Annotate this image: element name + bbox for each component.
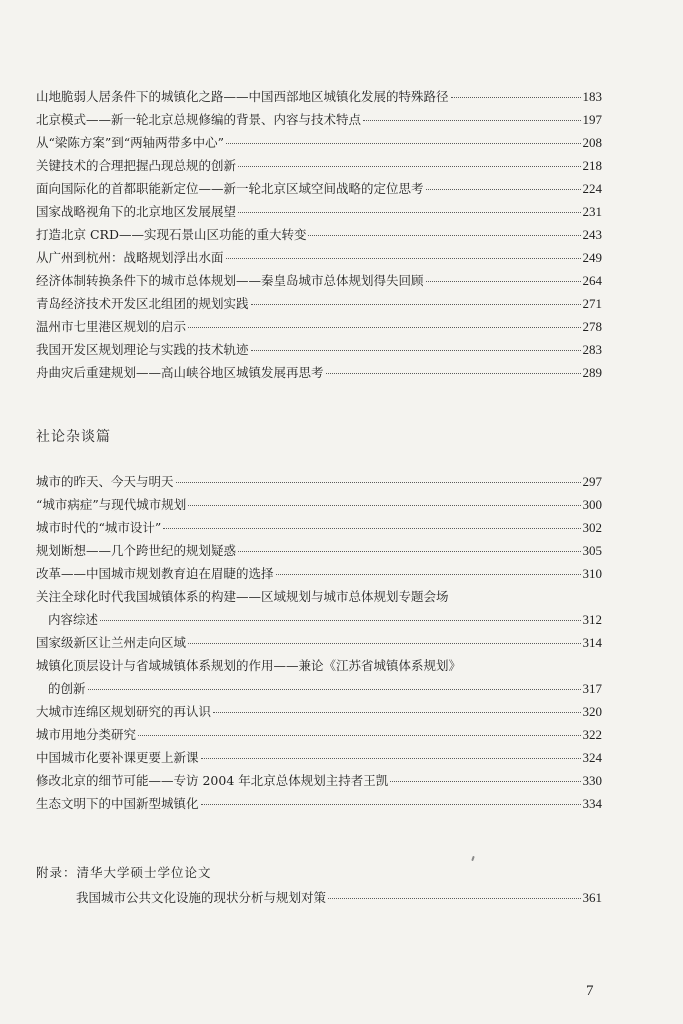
dot-leader — [238, 212, 580, 213]
dot-leader — [226, 143, 580, 144]
toc-entry-page: 334 — [582, 796, 602, 811]
toc-entry-title: 我国开发区规划理论与实践的技术轨迹 — [36, 342, 249, 357]
appendix-title: 我国城市公共文化设施的现状分析与规划对策 — [76, 890, 327, 905]
dot-leader — [363, 120, 580, 121]
toc-entry-title: 城市时代的“城市设计” — [36, 520, 162, 535]
toc-entry-title: 国家级新区让兰州走向区域 — [36, 635, 187, 650]
dot-leader — [426, 281, 581, 282]
dot-leader — [251, 350, 581, 351]
toc-entry-title: 经济体制转换条件下的城市总体规划——秦皇岛城市总体规划得失回顾 — [36, 273, 424, 288]
dot-leader — [213, 712, 580, 713]
appendix-page: 361 — [582, 890, 602, 905]
toc-entry-page: 310 — [582, 566, 602, 581]
dot-leader — [88, 689, 581, 690]
toc-entry-page: 317 — [582, 681, 602, 696]
toc-entry-title: 规划断想——几个跨世纪的规划疑惑 — [36, 543, 237, 558]
toc-entry-title: 城市的昨天、今天与明天 — [36, 474, 174, 489]
dot-leader — [328, 898, 580, 899]
toc-entry-title: 青岛经济技术开发区北组团的规划实践 — [36, 296, 249, 311]
dot-leader — [251, 304, 581, 305]
appendix-entry — [36, 886, 602, 909]
dot-leader — [201, 804, 581, 805]
toc-entry-page: 264 — [582, 273, 602, 288]
toc-entry-page: 330 — [582, 773, 602, 788]
toc-entry-title: 从“梁陈方案”到“两轴两带多中心” — [36, 135, 225, 150]
toc-entry-page: 271 — [582, 296, 602, 311]
toc-entry — [36, 338, 602, 361]
toc-entry-page: 278 — [582, 319, 602, 334]
appendix-label: 附录：清华大学硕士学位论文 — [36, 865, 212, 880]
dot-leader — [276, 574, 581, 575]
toc-entry-title: 关键技术的合理把握凸现总规的创新 — [36, 158, 237, 173]
dot-leader — [451, 97, 581, 98]
toc-entry-page: 243 — [582, 227, 602, 242]
toc-entry-title: 大城市连绵区规划研究的再认识 — [36, 704, 212, 719]
toc-entry-title: 舟曲灾后重建规划——高山峡谷地区城镇发展再思考 — [36, 365, 324, 380]
toc-entry-title: 从广州到杭州：战略规划浮出水面 — [36, 250, 224, 265]
toc-entry-page: 218 — [582, 158, 602, 173]
toc-entry-title: 修改北京的细节可能——专访 2004 年北京总体规划主持者王凯 — [36, 773, 389, 788]
toc-entry — [36, 292, 602, 315]
toc-entry-page: 312 — [582, 612, 602, 627]
toc-entry — [36, 516, 602, 539]
toc-entry-title: 城市用地分类研究 — [36, 727, 137, 742]
toc-entry-page: 314 — [582, 635, 602, 650]
toc-entry-title: 改革——中国城市规划教育迫在眉睫的选择 — [36, 566, 274, 581]
toc-entry-title: 的创新 — [48, 681, 86, 696]
toc-list-section — [36, 470, 602, 815]
toc-entry-title: 中国城市化要补课更要上新课 — [36, 750, 199, 765]
toc-entry — [36, 200, 602, 223]
appendix — [36, 861, 602, 909]
toc-entry-title-line1: 城镇化顶层设计与省域城镇体系规划的作用——兼论《江苏省城镇体系规划》 — [36, 658, 462, 673]
toc-entry-page: 208 — [582, 135, 602, 150]
toc-entry-page: 322 — [582, 727, 602, 742]
toc-entry-title: 生态文明下的中国新型城镇化 — [36, 796, 199, 811]
toc-entry-page: 324 — [582, 750, 602, 765]
toc-entry-multiline — [36, 585, 602, 631]
toc-entry — [36, 539, 602, 562]
toc-entry — [36, 493, 602, 516]
toc-entry-title: 北京模式——新一轮北京总规修编的背景、内容与技术特点 — [36, 112, 362, 127]
dot-leader — [326, 373, 581, 374]
toc-entry — [36, 154, 602, 177]
toc-entry-page: 320 — [582, 704, 602, 719]
dot-leader — [238, 166, 580, 167]
toc-entry — [36, 562, 602, 585]
toc-entry-title: “城市病症”与现代城市规划 — [36, 497, 187, 512]
toc-entry — [36, 223, 602, 246]
toc-entry — [36, 631, 602, 654]
toc-entry — [36, 108, 602, 131]
toc-entry-page: 197 — [582, 112, 602, 127]
toc-entry-page: 302 — [582, 520, 602, 535]
dot-leader — [176, 482, 581, 483]
toc-entry — [36, 85, 602, 108]
toc-entry-page: 183 — [582, 89, 602, 104]
toc-entry — [36, 361, 602, 384]
dot-leader — [308, 235, 580, 236]
dot-leader — [163, 528, 580, 529]
toc-entry-page: 231 — [582, 204, 602, 219]
dot-leader — [188, 643, 580, 644]
dot-leader — [238, 551, 580, 552]
dot-leader — [188, 327, 580, 328]
toc-list-top — [36, 85, 602, 384]
toc-entry-page: 289 — [582, 365, 602, 380]
dot-leader — [138, 735, 580, 736]
toc-entry — [36, 315, 602, 338]
toc-entry-page: 305 — [582, 543, 602, 558]
toc-entry-page: 224 — [582, 181, 602, 196]
toc-entry-page: 283 — [582, 342, 602, 357]
dot-leader — [188, 505, 580, 506]
toc-entry — [36, 470, 602, 493]
toc-entry — [36, 269, 602, 292]
toc-entry-page: 300 — [582, 497, 602, 512]
toc-entry-multiline — [36, 654, 602, 700]
dot-leader — [390, 781, 580, 782]
toc-entry — [36, 131, 602, 154]
toc-entry — [36, 769, 602, 792]
toc-entry — [36, 723, 602, 746]
toc-entry — [36, 746, 602, 769]
toc-entry — [36, 177, 602, 200]
page-number: 7 — [586, 983, 594, 999]
toc-entry-title: 内容综述 — [48, 612, 99, 627]
dot-leader — [201, 758, 581, 759]
toc-entry — [36, 700, 602, 723]
toc-entry-title: 国家战略视角下的北京地区发展展望 — [36, 204, 237, 219]
toc-entry-title: 面向国际化的首都职能新定位——新一轮北京区域空间战略的定位思考 — [36, 181, 424, 196]
section-heading: 社论杂谈篇 — [36, 429, 111, 445]
toc-entry — [36, 792, 602, 815]
toc-entry-title: 山地脆弱人居条件下的城镇化之路——中国西部地区城镇化发展的特殊路径 — [36, 89, 449, 104]
toc-entry-title: 打造北京 CRD——实现石景山区功能的重大转变 — [36, 227, 307, 242]
dot-leader — [100, 620, 580, 621]
toc-entry-title: 温州市七里港区规划的启示 — [36, 319, 187, 334]
dot-leader — [426, 189, 581, 190]
toc-entry-page: 249 — [582, 250, 602, 265]
toc-entry — [36, 246, 602, 269]
dot-leader — [226, 258, 581, 259]
toc-entry-title-line1: 关注全球化时代我国城镇体系的构建——区域规划与城市总体规划专题会场 — [36, 589, 449, 604]
toc-entry-page: 297 — [582, 474, 602, 489]
